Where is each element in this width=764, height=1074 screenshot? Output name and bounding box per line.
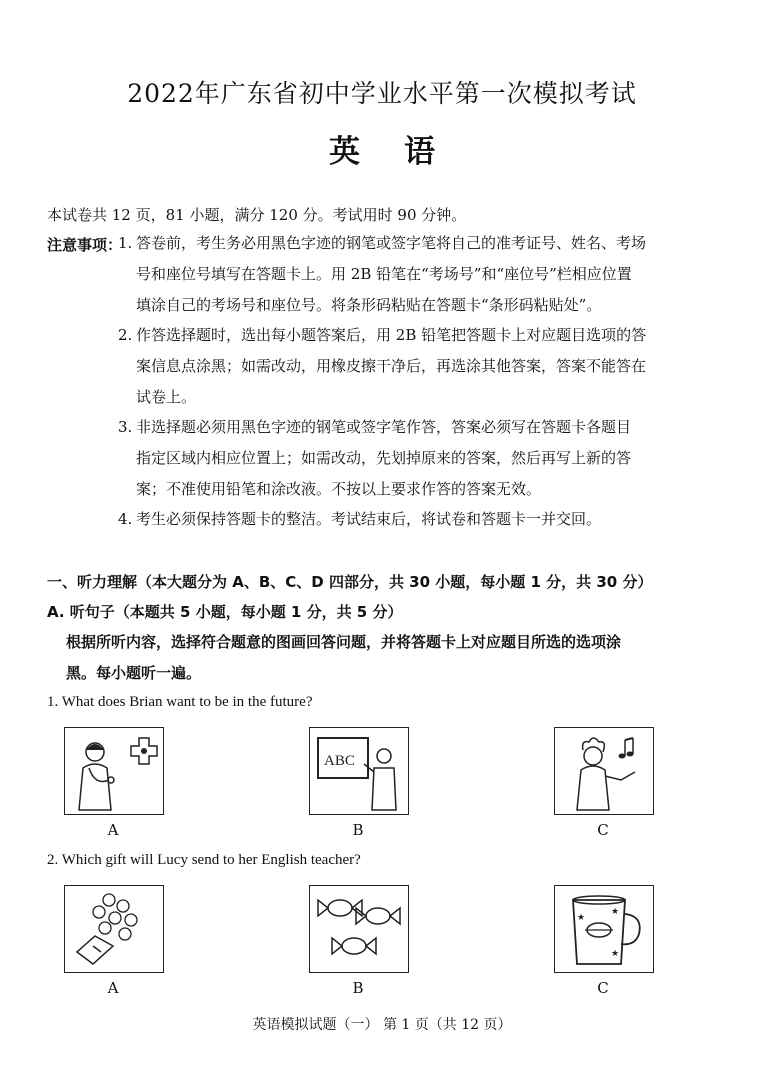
notice-number: 2.: [118, 326, 133, 344]
subject-title: [0, 126, 764, 171]
question-text: 2. Which gift will Lucy send to her English teacher?: [47, 852, 361, 868]
part-a-heading: A. 听句子（本题共 5 小题，每小题 1 分，共 5 分）: [47, 603, 403, 621]
notice-line: 填涂自己的考场号和座位号。将条形码粘贴在答题卡“条形码粘贴处”。: [136, 296, 602, 314]
question-text: 1. What does Brian want to be in the future?: [47, 694, 313, 710]
candies-picture[interactable]: [309, 885, 409, 973]
option-label: C: [597, 821, 609, 839]
notice-item: [118, 504, 728, 535]
notice-number: 4.: [118, 510, 133, 528]
teacher-picture[interactable]: [309, 727, 409, 815]
conductor-picture[interactable]: [554, 727, 654, 815]
doctor-picture[interactable]: [64, 727, 164, 815]
notice-line: 非选择题必须用黑色字迹的钢笔或签字笔作答，答案必须写在答题卡各题目: [136, 418, 632, 436]
notice-line: 指定区域内相应位置上；如需改动，先划掉原来的答案，然后再写上新的答: [136, 449, 632, 467]
notice-line: 试卷上。: [136, 388, 197, 406]
notice-item: [118, 228, 728, 321]
notice-line: 号和座位号填写在答题卡上。用 2B 铅笔在“考场号”和“座位号”栏相应位置: [136, 265, 632, 283]
svg-text:★: ★: [611, 949, 620, 959]
svg-text:★: ★: [577, 913, 586, 923]
option-label: A: [107, 821, 119, 839]
notice-line: 作答选择题时，选出每小题答案后，用 2B 铅笔把答题卡上对应题目选项的答: [136, 326, 647, 344]
option-label: B: [352, 979, 364, 997]
exam-title: 2022年广东省初中学业水平第一次模拟考试: [127, 79, 637, 108]
notice-number: 3.: [118, 418, 133, 436]
option-label: B: [352, 821, 364, 839]
instruction-line: 黑。每小题听一遍。: [66, 664, 202, 682]
instruction-line: 根据所听内容，选择符合题意的图画回答问题，并将答题卡上对应题目所选的选项涂: [66, 633, 622, 651]
notice-item: [118, 320, 728, 413]
page-footer: 英语模拟试题（一） 第 1 页（共 12 页）: [252, 1017, 512, 1033]
notice-number: 1.: [118, 234, 133, 252]
option-label: C: [597, 979, 609, 997]
section-heading: 一、听力理解（本大题分为 A、B、C、D 四部分，共 30 小题，每小题 1 分，共 30 分）: [47, 573, 653, 591]
notice-line: 案信息点涂黑；如需改动，用橡皮擦干净后，再选涂其他答案，答案不能答在: [136, 357, 647, 375]
notice-label: 注意事项：: [47, 236, 123, 254]
notice-line: 案；不准使用铅笔和涂改液。不按以上要求作答的答案无效。: [136, 480, 542, 498]
subject-char: 语: [404, 134, 435, 170]
notice-line: 答卷前，考生务必用黑色字迹的钢笔或签字笔将自己的准考证号、姓名、考场: [136, 234, 647, 252]
svg-text:★: ★: [611, 907, 620, 917]
notice-line: 考生必须保持答题卡的整洁。考试结束后，将试卷和答题卡一并交回。: [136, 510, 602, 528]
flowers-picture[interactable]: [64, 885, 164, 973]
exam-intro: 本试卷共 12 页，81 小题，满分 120 分。考试用时 90 分钟。: [47, 206, 467, 224]
notice-item: [118, 412, 728, 505]
subject-char: 英: [329, 134, 360, 170]
option-label: A: [107, 979, 119, 997]
blackboard-text: ABC: [324, 753, 355, 769]
mug-picture[interactable]: [554, 885, 654, 973]
